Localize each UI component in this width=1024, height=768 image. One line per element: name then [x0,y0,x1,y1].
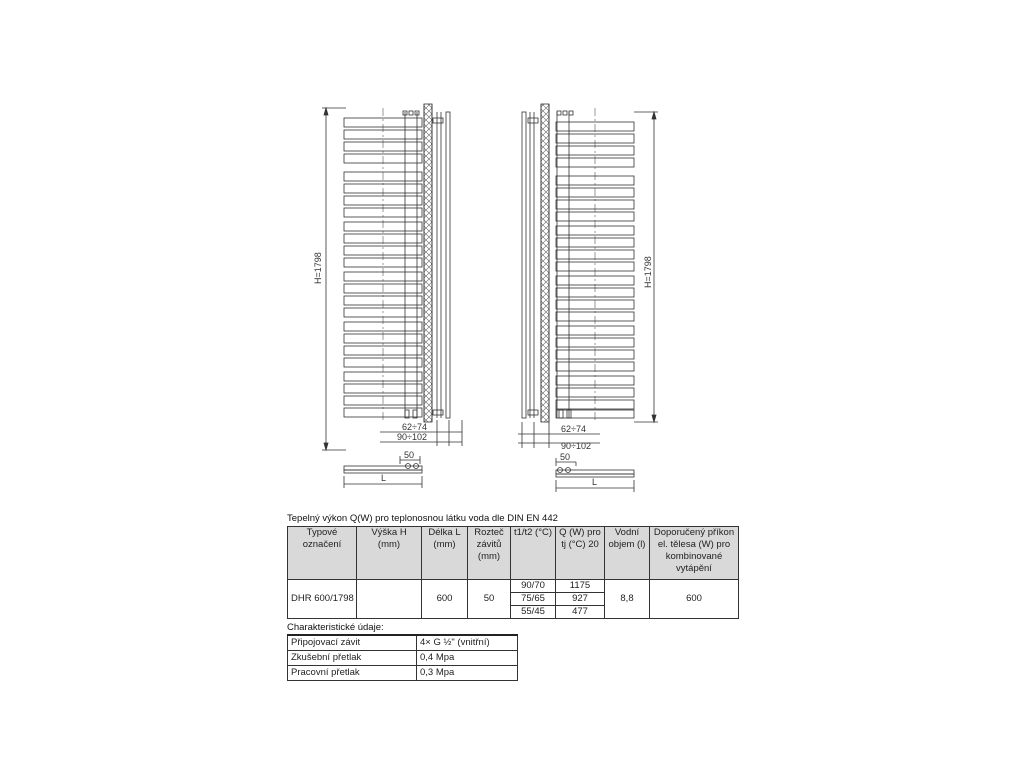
right-dim-l: L [592,477,598,487]
left-radiator-drawing [322,104,462,488]
temp-cell: 55/45 [511,606,556,619]
performance-caption: Tepelný výkon Q(W) pro teplonosnou látku voda dle DIN EN 442 [287,513,558,524]
output-cell: 477 [556,606,605,619]
table-row [288,635,518,651]
height-cell [357,580,422,619]
right-height-label: H=1798 [643,256,653,288]
header-volume: Vodní objem (l) [605,527,650,580]
left-dim-b: 90÷102 [397,432,427,442]
left-height-label: H=1798 [313,252,323,284]
characteristics-caption: Charakteristické údaje: [287,622,384,633]
header-type: Typové označení [288,527,357,580]
right-radiator-drawing [518,104,658,492]
characteristics-table [287,634,518,681]
left-dim-a: 62÷74 [402,422,427,432]
output-cell: 927 [556,593,605,606]
output-cell: 1175 [556,580,605,593]
table-row [288,666,518,681]
char-label: Zkušební přetlak [288,651,417,666]
volume-cell: 8,8 [605,580,650,619]
char-label: Připojovací závit [288,635,417,651]
spacing-cell: 50 [468,580,511,619]
right-dim-a: 62÷74 [561,424,586,434]
temp-cell: 90/70 [511,580,556,593]
char-label: Pracovní přetlak [288,666,417,681]
model-cell: DHR 600/1798 [288,580,357,619]
left-dim-l: L [381,473,387,483]
left-dim-c: 50 [404,450,415,460]
table-row [288,580,739,593]
char-value: 0,4 Mpa [417,651,518,666]
performance-table [287,526,739,619]
right-dim-b: 90÷102 [561,441,591,451]
right-dim-c: 50 [560,452,571,462]
char-value: 0,3 Mpa [417,666,518,681]
header-height: Výška H (mm) [357,527,422,580]
header-output: Q (W) pro tj (°C) 20 [556,527,605,580]
char-value: 4× G ½" (vnitřní) [417,635,518,651]
length-cell: 600 [422,580,468,619]
table-header-row [288,527,739,580]
header-power: Doporučený příkon el. tělesa (W) pro kombinované vytápění [650,527,739,580]
header-spacing: Rozteč závitů (mm) [468,527,511,580]
header-length: Délka L (mm) [422,527,468,580]
header-temps: t1/t2 (°C) [511,527,556,580]
power-cell: 600 [650,580,739,619]
table-row [288,651,518,666]
temp-cell: 75/65 [511,593,556,606]
